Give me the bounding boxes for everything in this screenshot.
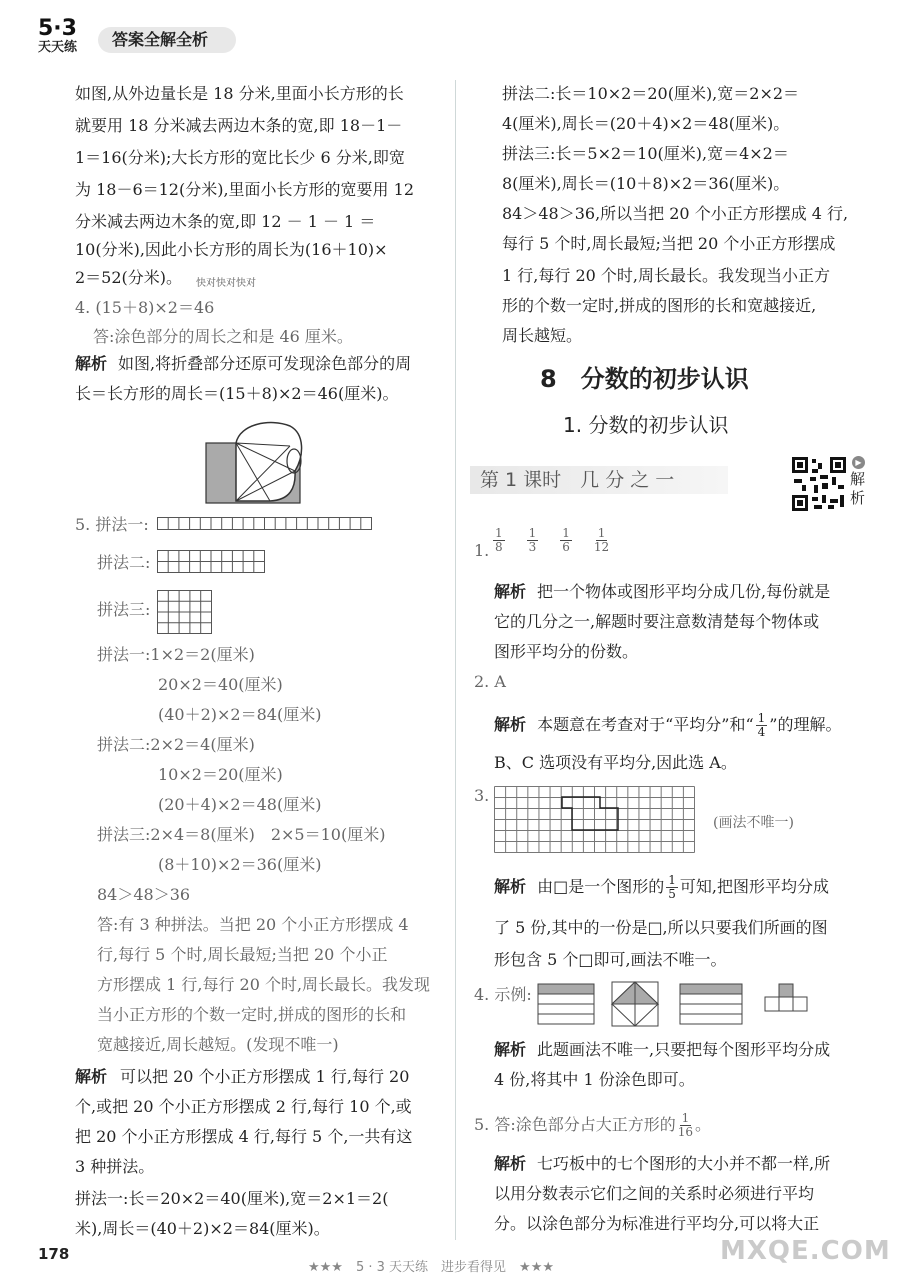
- q4-left-answer: 答:涂色部分的周长之和是 46 厘米。: [93, 327, 353, 346]
- calc-line: 84＞48＞36: [97, 885, 191, 904]
- q5-jx-line: 拼法一:长＝20×2＝40(厘米),宽＝2×1＝2(: [75, 1189, 389, 1208]
- calc-line: (40＋2)×2＝84(厘米): [158, 705, 322, 724]
- right-top-line: 每行 5 个时,周长最短;当把 20 个小正方形摆成: [502, 234, 836, 253]
- q5-jx-line: 可以把 20 个小正方形摆成 1 行,每行 20: [120, 1067, 410, 1086]
- qr-label: 解析: [850, 470, 866, 507]
- q5-right-text-a: 5. 答:涂色部分占大正方形的: [474, 1115, 676, 1134]
- right-top-line: 4(厘米),周长＝(20＋4)×2＝48(厘米)。: [502, 114, 790, 133]
- q1-number: 1.: [474, 541, 490, 560]
- q3-number: 3.: [474, 786, 490, 805]
- calc-line: (20＋4)×2＝48(厘米): [158, 795, 322, 814]
- right-top-line: 1 行,每行 20 个时,周长最长。我发现当小正方: [502, 266, 830, 285]
- q1-jx-line: 把一个物体或图形平均分成几份,每份就是: [537, 582, 831, 601]
- q2-jx-line2: B、C 选项没有平均分,因此选 A。: [494, 753, 737, 772]
- q3-grid: [494, 786, 698, 854]
- q5-label-2: 拼法二:: [97, 553, 151, 572]
- watermark: MXQE.COM: [720, 1236, 891, 1266]
- q3-jx-line: 了 5 份,其中的一份是□,所以只要我们所画的图: [494, 918, 828, 937]
- header-title: 答案全解全析: [112, 30, 209, 49]
- q4-left-jx: 如图,将折叠部分还原可发现涂色部分的周: [118, 354, 412, 373]
- q4-left-jx-label: 解析: [75, 354, 108, 373]
- q3-jx-label: 解析: [494, 877, 527, 896]
- q2-jx-text-a: 本题意在考查对于“平均分”和“: [537, 715, 754, 734]
- q4-example-figures: [536, 980, 816, 1028]
- q5-jx-line: 3 种拼法。: [75, 1157, 155, 1176]
- fraction: $\frac{1}{4}$: [757, 711, 766, 739]
- section-title: 1. 分数的初步认识: [563, 413, 729, 437]
- logo: [38, 18, 94, 62]
- left-p1-line: 2＝52(分米)。: [75, 268, 183, 287]
- fraction: $\frac{1}{8}$: [495, 526, 503, 554]
- fraction: $\frac{1}{5}$: [668, 873, 676, 901]
- left-p1-line: 如图,从外边量长是 18 分米,里面小长方形的长: [75, 84, 404, 103]
- q5-jx-label: 解析: [75, 1067, 108, 1086]
- right-top-line: 84＞48＞36,所以当把 20 个小正方形摆成 4 行,: [502, 204, 849, 223]
- q3-jx-text-a: 由□是一个图形的: [537, 877, 665, 896]
- play-icon: ▶: [852, 456, 865, 469]
- calc-line: 10×2＝20(厘米): [158, 765, 283, 784]
- q5-answer-line: 当小正方形的个数一定时,拼成的图形的长和: [97, 1005, 407, 1024]
- q5-jx-line: 个,或把 20 个小正方形摆成 2 行,每行 10 个,或: [75, 1097, 412, 1116]
- q5-jx-line: 米),周长＝(40＋2)×2＝84(厘米)。: [75, 1219, 330, 1238]
- fraction: $\frac{1}{6}$: [562, 526, 570, 554]
- q4-right-label: 4. 示例:: [474, 985, 532, 1004]
- grid-1x20: [157, 517, 373, 531]
- q4-right-jx-line: 此题画法不唯一,只要把每个图形平均分成: [537, 1040, 831, 1059]
- left-p1-line: 分米减去两边木条的宽,即 12 － 1 － 1 ＝: [75, 212, 376, 231]
- page-number: 178: [38, 1245, 70, 1263]
- left-p1-line: 10(分米),因此小长方形的周长为(16＋10)×: [75, 240, 388, 259]
- calc-line: 拼法一:1×2＝2(厘米): [97, 645, 255, 664]
- q5-answer-line: 宽越接近,周长越短。(发现不唯一): [97, 1035, 339, 1054]
- q5-right-text-b: 。: [695, 1115, 712, 1134]
- q5-right-jx-line: 以用分数表示它们之间的关系时必须进行平均: [494, 1184, 815, 1203]
- grid-2x10: [157, 550, 265, 574]
- logo-top: 5·3: [38, 16, 77, 41]
- calc-line: 拼法三:2×4＝8(厘米) 2×5＝10(厘米): [97, 825, 386, 844]
- right-top-line: 周长越短。: [502, 326, 583, 345]
- q4-right-jx-label: 解析: [494, 1040, 527, 1059]
- q2-answer: 2. A: [474, 672, 506, 691]
- q3-jx-text-b: 可知,把图形平均分成: [679, 877, 829, 896]
- q5-answer-line: 答:有 3 种拼法。当把 20 个小正方形摆成 4: [97, 915, 409, 934]
- q5-answer-line: 行,每行 5 个时,周长最短;当把 20 个小正: [97, 945, 388, 964]
- q3-jx-row: [494, 874, 829, 901]
- q5-jx-line: 把 20 个小正方形摆成 4 行,每行 5 个,一共有这: [75, 1127, 413, 1146]
- lesson-title: 第 1 课时 几 分 之 一: [480, 469, 675, 491]
- q3-note: (画法不唯一): [713, 815, 794, 831]
- grid-4x5: [157, 590, 213, 634]
- calc-line: 20×2＝40(厘米): [158, 675, 283, 694]
- stamp-text: 快对快对快对: [196, 278, 256, 289]
- q4-right-jx-line: 4 份,将其中 1 份涂色即可。: [494, 1070, 695, 1089]
- left-p1-line: 为 18－6＝12(分米),里面小长方形的宽要用 12: [75, 180, 415, 199]
- logo-bottom: 天天练: [38, 40, 78, 55]
- q4-left: 4. (15＋8)×2＝46: [75, 298, 215, 317]
- calc-line: (8＋10)×2＝36(厘米): [158, 855, 322, 874]
- q2-jx-row: [494, 712, 841, 739]
- q5-right-jx-label: 解析: [494, 1154, 527, 1173]
- q5-answer-line: 方形摆成 1 行,每行 20 个时,周长最长。我发现: [97, 975, 431, 994]
- q1-jx-label: 解析: [494, 582, 527, 601]
- q2-jx-label: 解析: [494, 715, 527, 734]
- q5-right-row: [474, 1112, 711, 1139]
- q4-left-jx: 长＝长方形的周长＝(15＋8)×2＝46(厘米)。: [75, 384, 399, 403]
- q1-jx-line: 它的几分之一,解题时要注意数清楚每个物体或: [494, 612, 820, 631]
- folded-rectangle-figure: [200, 416, 320, 508]
- qr-code-icon: [790, 455, 848, 513]
- left-p1-line: 就要用 18 分米减去两边木条的宽,即 18－1－: [75, 116, 403, 135]
- footer-slogan: ★★★ 5 · 3 天天练 进步看得见 ★★★: [308, 1260, 554, 1275]
- q1-jx-line: 图形平均分的份数。: [494, 642, 639, 661]
- q5-label-1: 5. 拼法一:: [75, 515, 149, 534]
- right-top-line: 8(厘米),周长＝(10＋8)×2＝36(厘米)。: [502, 174, 790, 193]
- q2-jx-text-b: ”的理解。: [769, 715, 842, 734]
- right-top-line: 拼法二:长＝10×2＝20(厘米),宽＝2×2＝: [502, 84, 800, 103]
- right-top-line: 形的个数一定时,拼成的图形的长和宽越接近,: [502, 296, 817, 315]
- q5-right-jx-line: 分。以涂色部分为标准进行平均分,可以将大正: [494, 1214, 820, 1233]
- chapter-title: 8 分数的初步认识: [540, 365, 749, 393]
- calc-line: 拼法二:2×2＝4(厘米): [97, 735, 255, 754]
- q1-fractions: [491, 527, 611, 554]
- fraction: $\frac{1}{3}$: [528, 526, 537, 554]
- left-p1-line: 1＝16(分米);大长方形的宽比长少 6 分米,即宽: [75, 148, 405, 167]
- right-top-line: 拼法三:长＝5×2＝10(厘米),宽＝4×2＝: [502, 144, 789, 163]
- q5-right-jx-line: 七巧板中的七个图形的大小并不都一样,所: [537, 1154, 831, 1173]
- fraction: $\frac{1}{12}$: [593, 526, 610, 554]
- fraction: $\frac{1}{16}$: [677, 1111, 694, 1139]
- q3-jx-line: 形包含 5 个□即可,画法不唯一。: [494, 950, 727, 969]
- column-divider: [455, 80, 456, 1240]
- q5-label-3: 拼法三:: [97, 600, 151, 619]
